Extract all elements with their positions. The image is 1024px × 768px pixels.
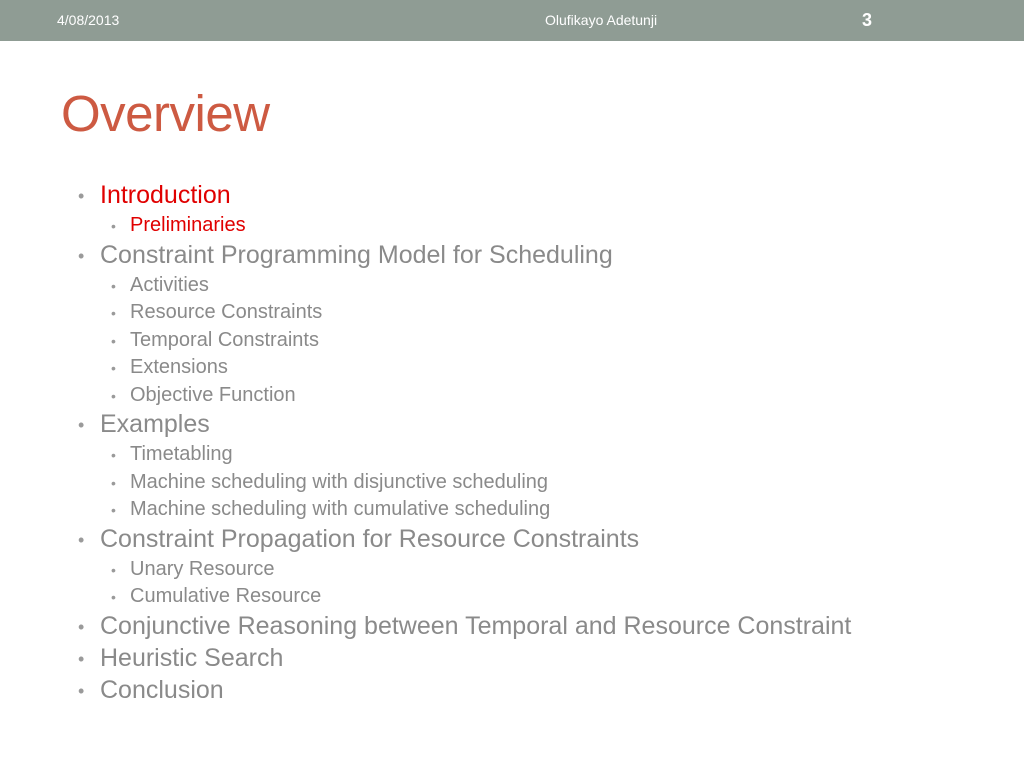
sub-bullet-item [78, 212, 998, 240]
sub-bullet-text: Preliminaries [130, 214, 246, 236]
sub-bullet-text: Activities [130, 273, 209, 296]
bullet-dot-icon: • [78, 680, 85, 701]
sub-bullet-item [78, 382, 998, 410]
bullet-dot-icon: • [78, 415, 85, 435]
bullet-text: Constraint Programming Model for Scheduling [100, 240, 613, 269]
bullet-dot-icon: • [78, 186, 85, 206]
bullet-text: Constraint Propagation for Resource Constraints [100, 524, 640, 553]
sub-bullet-text: Temporal Constraints [130, 328, 319, 351]
sub-bullet-item [78, 583, 998, 611]
bullet-item [78, 611, 998, 641]
bullet-dot-icon: • [111, 502, 116, 518]
bullet-dot-icon: • [111, 387, 116, 404]
bullet-item [78, 180, 998, 210]
sub-bullet-item [78, 469, 998, 497]
bullet-dot-icon: • [78, 529, 85, 550]
bullet-dot-icon: • [111, 305, 116, 321]
bullet-dot-icon: • [111, 474, 116, 491]
bullet-item [78, 643, 998, 673]
bullet-item [78, 524, 998, 554]
bullet-dot-icon: • [111, 332, 116, 349]
sub-bullet-text: Unary Resource [130, 557, 275, 580]
sub-bullet-item [78, 327, 998, 355]
bullet-dot-icon: • [78, 245, 85, 266]
bullet-dot-icon: • [78, 648, 85, 669]
bullet-text: Heuristic Search [100, 643, 284, 672]
slide-header-bar [0, 0, 1024, 41]
sub-bullet-item [78, 272, 998, 300]
slide-title: Overview [61, 85, 270, 142]
sub-bullet-text: Resource Constraints [130, 301, 323, 323]
bullet-text: Introduction [100, 181, 231, 209]
bullet-dot-icon: • [111, 589, 116, 605]
bullet-dot-icon: • [111, 447, 116, 463]
bullet-text: Conclusion [100, 675, 224, 704]
bullet-dot-icon: • [111, 360, 116, 376]
sub-bullet-text: Cumulative Resource [130, 585, 322, 607]
bullet-text: Conjunctive Reasoning between Temporal and Resource Constraint [100, 611, 852, 640]
bullet-dot-icon: • [111, 218, 116, 234]
sub-bullet-item [78, 496, 998, 524]
sub-bullet-text: Objective Function [130, 383, 296, 406]
bullet-item [78, 675, 998, 705]
bullet-item [78, 240, 998, 270]
sub-bullet-text: Machine scheduling with cumulative scheduling [130, 498, 551, 520]
sub-bullet-item [78, 354, 998, 382]
sub-bullet-text: Machine scheduling with disjunctive scheduling [130, 470, 549, 493]
bullet-dot-icon: • [111, 277, 116, 294]
slide-page-number: 3 [862, 10, 873, 30]
slide-author: Olufikayo Adetunji [545, 12, 658, 28]
sub-bullet-item [78, 556, 998, 584]
sub-bullet-text: Timetabling [130, 443, 233, 465]
bullet-dot-icon: • [78, 616, 85, 637]
bullet-list [78, 180, 998, 707]
bullet-text: Examples [100, 410, 210, 438]
bullet-dot-icon: • [111, 561, 116, 578]
slide-date: 4/08/2013 [57, 12, 120, 28]
bullet-item [78, 409, 998, 439]
sub-bullet-text: Extensions [130, 356, 228, 378]
sub-bullet-item [78, 299, 998, 327]
sub-bullet-item [78, 441, 998, 469]
